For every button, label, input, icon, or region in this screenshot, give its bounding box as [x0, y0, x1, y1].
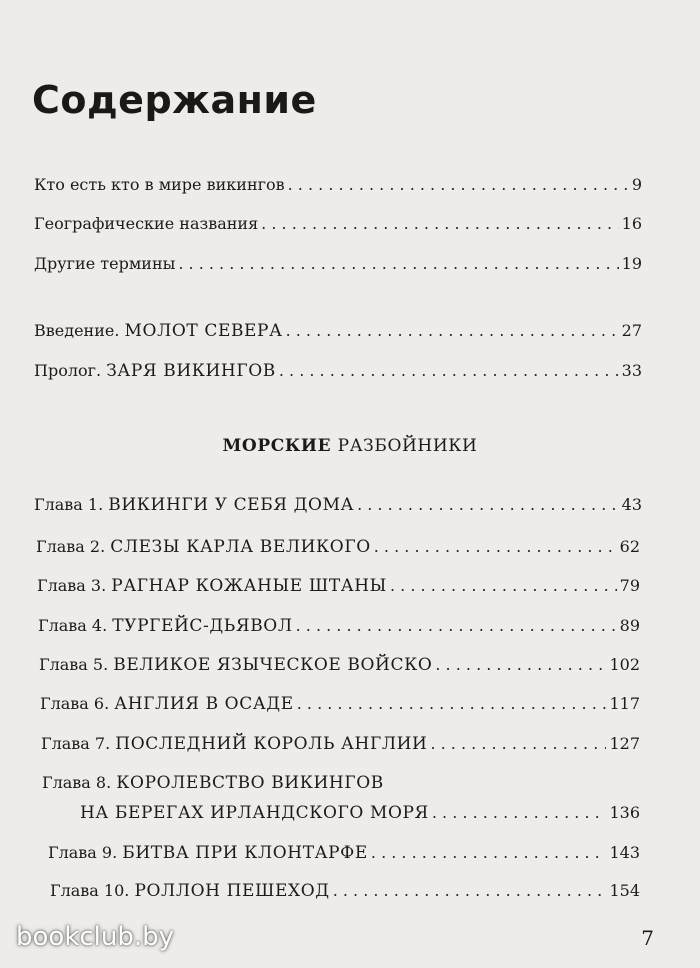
chapter-label: [38, 613, 293, 639]
chapter-title: РОЛЛОН ПЕШЕХОД: [134, 881, 330, 901]
dot-leader: [297, 691, 607, 717]
dot-leader: [333, 878, 607, 904]
toc-entry-page: 16: [621, 214, 642, 233]
chapter-page: 62: [619, 537, 640, 556]
chapter-label: [36, 534, 371, 560]
dot-leader: [178, 251, 618, 277]
section-heading-rest: РАЗБОЙНИКИ: [337, 436, 478, 456]
dot-leader: [371, 840, 607, 866]
dot-leader: [261, 211, 618, 237]
toc-entry-prefix: Пролог.: [34, 361, 107, 380]
chapter-title: ВЕЛИКОЕ ЯЗЫЧЕСКОЕ ВОЙСКО: [113, 655, 433, 675]
chapter-label: [42, 770, 384, 796]
dot-leader: [432, 800, 607, 826]
chapter-title: БИТВА ПРИ КЛОНТАРФЕ: [122, 843, 368, 863]
dot-leader: [288, 172, 629, 198]
chapter-label: [40, 691, 294, 717]
chapter-title: ВИКИНГИ У СЕБЯ ДОМА: [108, 495, 355, 515]
chapter-title: НА БЕРЕГАХ ИРЛАНДСКОГО МОРЯ: [80, 803, 429, 823]
dot-leader: [279, 358, 619, 384]
chapter-entry: [48, 840, 640, 866]
dot-leader: [390, 573, 617, 599]
dot-leader: [286, 318, 619, 344]
watermark: bookclub.by: [16, 922, 175, 952]
toc-entry-page: 33: [621, 361, 642, 380]
chapter-label: [48, 840, 368, 866]
chapter-prefix: Глава 3.: [37, 576, 112, 595]
chapter-entry: [36, 534, 640, 560]
toc-entry-caps: ЗАРЯ ВИКИНГОВ: [106, 361, 276, 381]
toc-entry: [34, 211, 642, 237]
toc-entry-prefix: Введение.: [34, 321, 125, 340]
toc-entry-label: [34, 358, 276, 384]
toc-entry: [34, 251, 642, 277]
chapter-prefix: Глава 1.: [34, 495, 109, 514]
chapter-title: КОРОЛЕВСТВО ВИКИНГОВ: [116, 773, 384, 793]
toc-entry-label: Кто есть кто в мире викингов: [34, 175, 285, 194]
chapter-page: 102: [609, 655, 640, 674]
page-title: Содержание: [32, 78, 317, 122]
chapter-entry: [42, 770, 640, 796]
chapter-label: [37, 573, 387, 599]
chapter-entry: [37, 573, 640, 599]
chapter-title: АНГЛИЯ В ОСАДЕ: [114, 694, 294, 714]
chapter-label: [41, 731, 427, 757]
section-heading-bold: МОРСКИЕ: [222, 436, 332, 456]
chapter-entry: [34, 492, 642, 518]
chapter-page: 143: [609, 843, 640, 862]
chapter-entry: [40, 691, 640, 717]
toc-entry-page: 27: [621, 321, 642, 340]
toc-entry: [34, 358, 642, 384]
toc-entry-label: Другие термины: [34, 254, 176, 273]
chapter-page: 79: [619, 576, 640, 595]
toc-entry: [34, 318, 642, 344]
chapter-title: ТУРГЕЙС-ДЬЯВОЛ: [112, 616, 293, 636]
chapter-page: 127: [609, 734, 640, 753]
toc-entry-page: 9: [631, 175, 642, 194]
chapter-title: СЛЕЗЫ КАРЛА ВЕЛИКОГО: [110, 537, 371, 557]
chapter-prefix: Глава 5.: [39, 655, 114, 674]
dot-leader: [374, 534, 617, 560]
toc-entry-label: [34, 318, 283, 344]
chapter-page: 43: [621, 495, 642, 514]
toc-entry-caps: МОЛОТ СЕВЕРА: [124, 321, 283, 341]
section-heading: [0, 436, 700, 456]
chapter-entry: [39, 652, 640, 678]
chapter-label: [80, 800, 429, 826]
chapter-prefix: Глава 4.: [38, 616, 113, 635]
chapter-title: РАГНАР КОЖАНЫЕ ШТАНЫ: [111, 576, 387, 596]
chapter-label: [39, 652, 432, 678]
chapter-prefix: Глава 8.: [42, 773, 117, 792]
chapter-title: ПОСЛЕДНИЙ КОРОЛЬ АНГЛИИ: [115, 734, 428, 754]
dot-leader: [435, 652, 606, 678]
chapter-label: [34, 492, 354, 518]
chapter-page: 117: [609, 694, 640, 713]
chapter-prefix: Глава 10.: [50, 881, 135, 900]
chapter-prefix: Глава 9.: [48, 843, 123, 862]
chapter-prefix: Глава 6.: [40, 694, 115, 713]
toc-entry-page: 19: [621, 254, 642, 273]
chapter-prefix: Глава 2.: [36, 537, 111, 556]
chapter-entry: [50, 878, 640, 904]
dot-leader: [430, 731, 606, 757]
chapter-page: 136: [609, 803, 640, 822]
chapter-page: 154: [609, 881, 640, 900]
chapter-entry-continuation: [80, 800, 640, 826]
dot-leader: [357, 492, 619, 518]
chapter-prefix: Глава 7.: [41, 734, 116, 753]
chapter-entry: [38, 613, 640, 639]
chapter-label: [50, 878, 330, 904]
chapter-page: 89: [619, 616, 640, 635]
dot-leader: [296, 613, 617, 639]
toc-entry: [34, 172, 642, 198]
chapter-entry: [41, 731, 640, 757]
page-number: 7: [641, 926, 654, 950]
toc-entry-label: Географические названия: [34, 214, 259, 233]
